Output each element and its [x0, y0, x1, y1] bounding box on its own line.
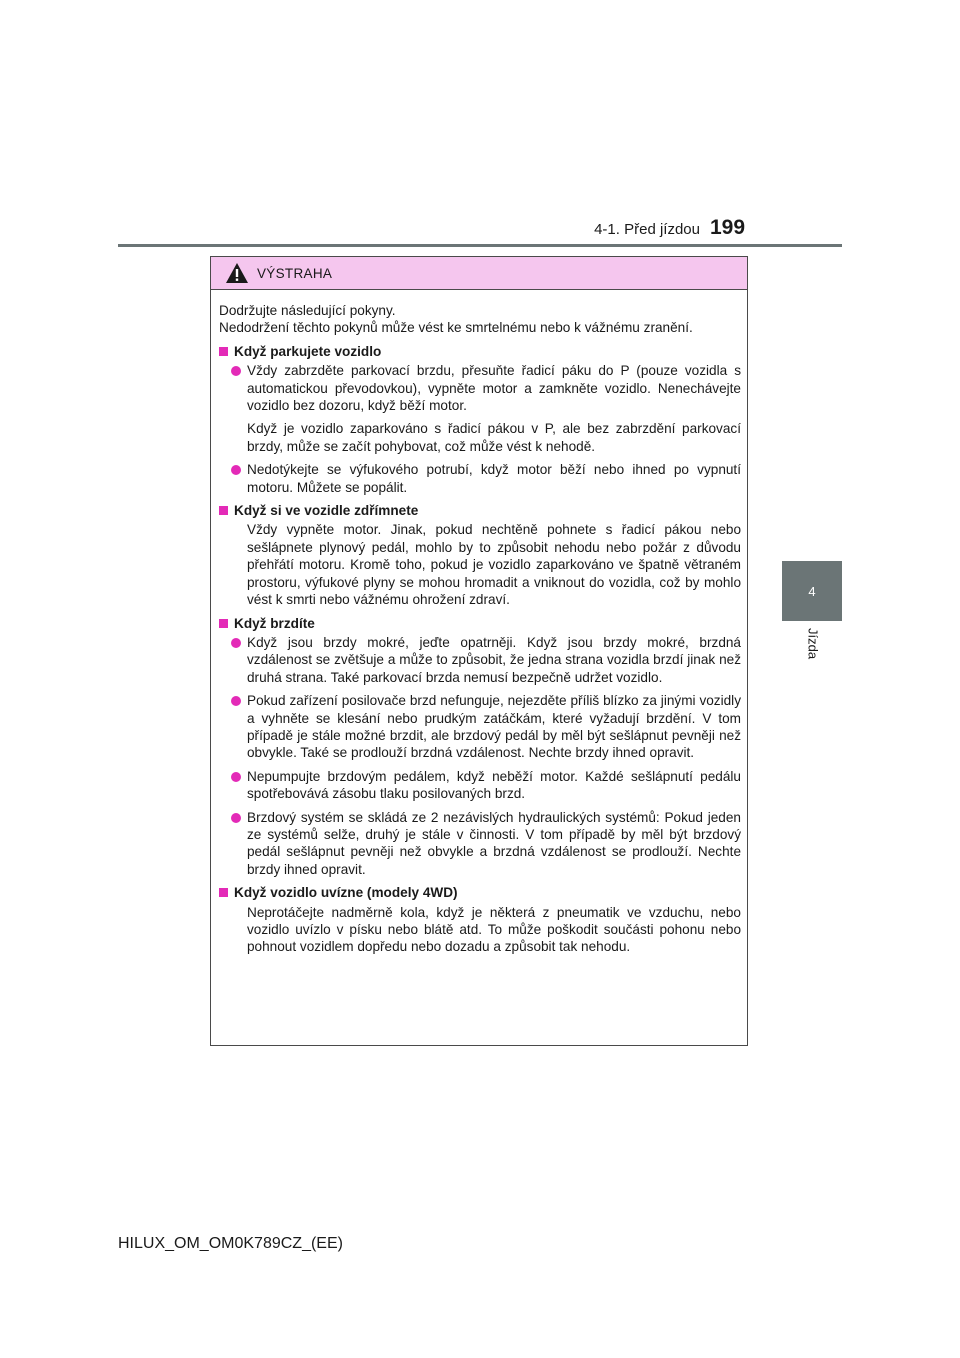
- section-text: Vždy vypněte motor. Jinak, pokud nechtěně pohnete s řadicí pákou nebo sešlápnete plynový pedál, mohlo by to způsobit nehodu nebo požár z důvodu přehřátí motoru. Kromě toho, pokud je vozidlo zaparkováno ve špatně větraném prostoru, výfukové plyny se mohou hromadit a vniknout do vozidla, což by mohlo vést k smrti nebo vážnému ohrožení zdraví.: [247, 522, 741, 608]
- list-item: [231, 809, 741, 879]
- warning-box: [210, 256, 748, 1046]
- item-paragraph: Brzdový systém se skládá ze 2 nezávislých hydraulických systémů: Pokud jeden ze systémů selže, druhý je stále v činnosti. V tom případě by měl být brzdový pedál sešlápnut pevněji než obvykle a brzdná vzdálenost se prodlouží. Nechte brzdy ihned opravit.: [247, 809, 741, 877]
- item-paragraph: Pokud zařízení posilovače brzd nefunguje, nejezděte příliš blízko za jinými vozidly a vyhněte se klesání nebo prudkým zatáčkám, které vyžadují brzdění. V tom případě je stále možné brzdit, ale brzdový pedál by měl být sešlápnut pevněji než obvykle. Také se prodlouží brzdná vzdálenost. Nechte brzdy ihned opravit.: [247, 693, 741, 761]
- square-bullet-icon: [219, 506, 228, 515]
- warning-triangle-icon: [225, 262, 249, 284]
- circle-bullet-icon: [231, 366, 241, 376]
- list-item: [231, 692, 741, 762]
- circle-bullet-icon: [231, 696, 241, 706]
- item-paragraph: Když je vozidlo zaparkováno s řadicí pákou v P, ale bez zabrzdění parkovací brzdy, může se začít pohybovat, což může vést k nehodě.: [247, 421, 741, 454]
- section-heading: Když si ve vozidle zdřímnete: [219, 502, 741, 519]
- list-item: [231, 461, 741, 496]
- intro-line-1: Dodržujte následující pokyny.: [219, 303, 396, 318]
- item-paragraph: Vždy zabrzděte parkovací brzdu, přesuňte řadicí páku do P (pouze vozidla s automatickou převodovkou), vypněte motor a zamkněte vozidlo. Nenechávejte vozidlo bez dozoru, když běží motor.: [247, 363, 741, 414]
- chapter-number: 4: [808, 583, 816, 599]
- square-bullet-icon: [219, 619, 228, 628]
- header-divider: [118, 244, 842, 247]
- warning-header: [211, 257, 747, 290]
- section-text: Neprotáčejte nadměrně kola, když je některá z pneumatik ve vzduchu, nebo vozidlo uvízlo v písku nebo blátě atd. To může poškodit součásti pohonu nebo pohnout vozidlem dopředu nebo dozadu a způsobit tak nehodu.: [247, 904, 741, 955]
- chapter-tab: [782, 561, 842, 621]
- list-item: [231, 768, 741, 803]
- square-bullet-icon: [219, 347, 228, 356]
- chapter-label: Jízda: [805, 628, 821, 660]
- page-number: 199: [710, 216, 746, 239]
- warning-intro: [219, 302, 741, 337]
- item-paragraph: Když jsou brzdy mokré, jeďte opatrněji. Když jsou brzdy mokré, brzdná vzdálenost se zvětšuje a může to způsobit, že jedna strana vozidla brzdí jinak než druhá strana. Také parkovací brzda nemusí bezpečně udržet vozidlo.: [247, 634, 741, 685]
- intro-line-2: Nedodržení těchto pokynů může vést ke smrtelnému nebo k vážnému zranění.: [219, 320, 693, 336]
- circle-bullet-icon: [231, 465, 241, 475]
- circle-bullet-icon: [231, 638, 241, 648]
- item-paragraph: Nepumpujte brzdovým pedálem, když neběží motor. Každé sešlápnutí pedálu spotřebovává zásobu tlaku posilovaných brzd.: [247, 768, 741, 802]
- list-item: [231, 362, 741, 455]
- list-item: [231, 634, 741, 686]
- section-heading: Když vozidlo uvízne (modely 4WD): [219, 884, 741, 901]
- warning-body: [211, 290, 747, 956]
- circle-bullet-icon: [231, 813, 241, 823]
- document-code: HILUX_OM_OM0K789CZ_(EE): [118, 1235, 343, 1252]
- square-bullet-icon: [219, 888, 228, 897]
- section-heading: Když parkujete vozidlo: [219, 343, 741, 360]
- section-heading: Když brzdíte: [219, 615, 741, 632]
- warning-title: VÝSTRAHA: [257, 265, 333, 281]
- section-title: 4-1. Před jízdou: [594, 221, 700, 238]
- circle-bullet-icon: [231, 772, 241, 782]
- item-paragraph: Nedotýkejte se výfukového potrubí, když motor běží nebo ihned po vypnutí motoru. Můžete se popálit.: [247, 462, 741, 495]
